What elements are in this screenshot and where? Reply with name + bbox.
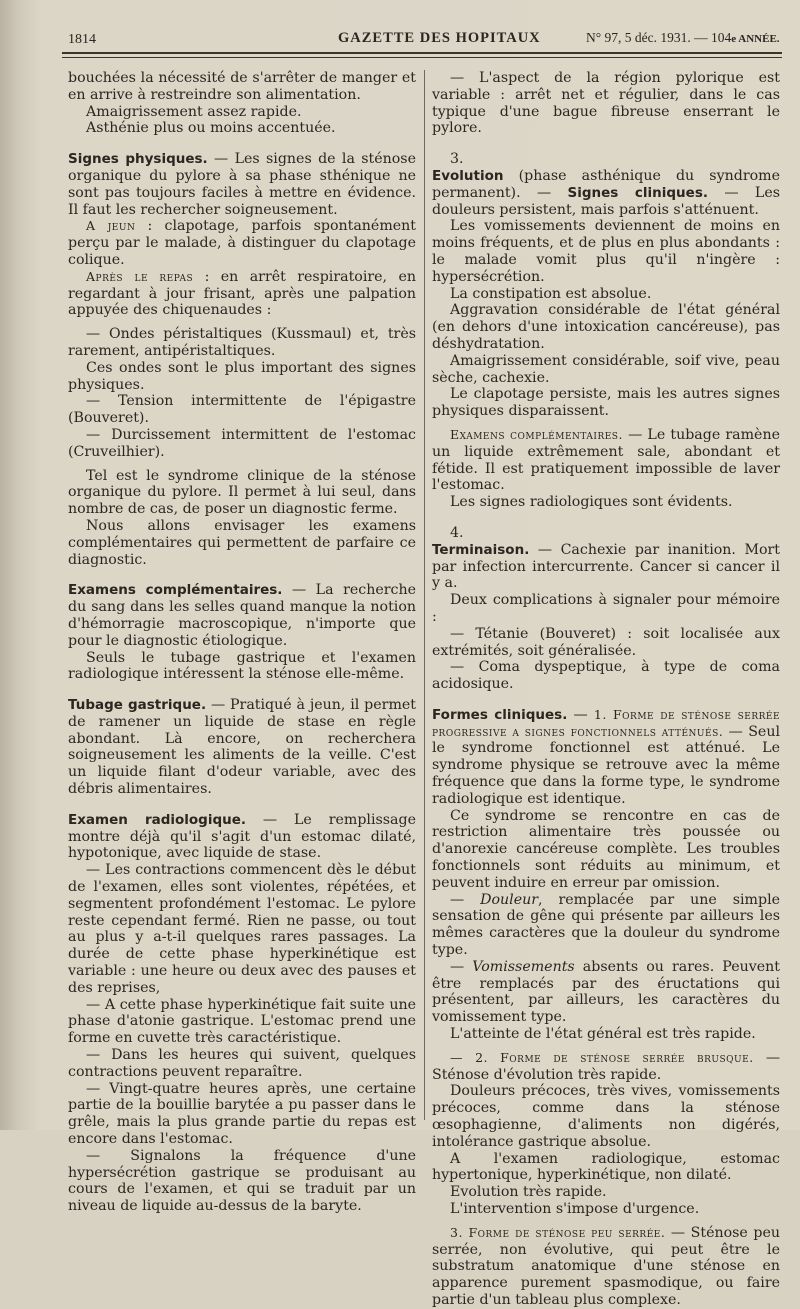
paragraph-text: — Le tubage ramène un liquide extrêmement sale, abondant et fétide. Il est pratiquement impossible de laver l'estomac.: [432, 426, 780, 494]
paragraph: Seuls le tubage gastrique et l'examen radiologique intéressent la sténose elle-même.: [68, 649, 416, 683]
paragraph: L'intervention s'impose d'urgence.: [450, 1201, 700, 1217]
paragraph: — Signalons la fréquence d'une hypersécrétion gastrique se produisant au cours de l'examen, et qui se traduit par un niveau de liquide au-dessus de la baryte.: [68, 1147, 416, 1215]
small-caps-label: A jeun: [86, 218, 136, 234]
small-caps-label: Examens complémentaires.: [450, 426, 623, 442]
section-heading: Evolution: [432, 167, 504, 184]
section-number: 3.: [450, 151, 464, 168]
italic-term: Vomissements: [472, 958, 575, 975]
paragraph: L'atteinte de l'état général est très rapide.: [450, 1026, 756, 1043]
paragraph: — Durcissement intermittent de l'estomac (Cruveilhier).: [68, 426, 416, 460]
section-number: 4.: [450, 524, 464, 541]
small-caps-label: — 2. Forme de sténose serrée brusque.: [450, 1049, 754, 1065]
section-terminaison: [432, 525, 780, 542]
issue-year-suffix: e ANNÉE.: [731, 33, 780, 45]
paragraph-text: absents ou rares. Peuvent être remplacés par des éructations qui présentent, par ailleurs, les caractères du vomissement type.: [432, 958, 780, 1026]
paragraph: — Dans les heures qui suivent, quelques contractions peuvent reparaître.: [68, 1047, 416, 1080]
paragraph-text: — Seul le syndrome fonctionnel est atténué. Le syndrome physique se retrouve avec la même fréquence que dans la forme type, le syndrome radiologique est identique.: [432, 723, 780, 807]
section-heading: Signes physiques.: [68, 151, 208, 168]
page-header: [60, 26, 790, 52]
header-rule-thin: [62, 57, 782, 58]
right-column: [432, 70, 780, 1309]
paragraph-text: : en arrêt respiratoire, en regardant à jour frisant, après une palpation appuyée des chiquenaudes :: [68, 268, 416, 319]
paragraph: — Les contractions commencent dès le début de l'examen, elles sont violentes, répétées, et segmentent profondément l'estomac. Le pylore reste cependant fermé. Rien ne passe, ou tout au plus y a-t-il quelques rares passages. La durée de cette phase hyperkinétique est variable : une heure ou deux avec des pauses et des reprises,: [68, 862, 416, 996]
paragraph: Les vomissements deviennent de moins en moins fréquents, et de plus en plus abondants : le malade vomit plus qu'il n'ingère : hypersécrétion.: [432, 218, 780, 285]
paragraph: [432, 1225, 780, 1309]
paragraph: Amaigrissement assez rapide.: [86, 103, 302, 120]
section-heading: Examens complémentaires.: [68, 582, 283, 599]
paragraph: — Ondes péristaltiques (Kussmaul) et, très rarement, antipéristaltiques.: [68, 326, 416, 359]
paragraph: — Tension intermittente de l'épigastre (Bouveret).: [68, 393, 416, 427]
paragraph: [432, 427, 780, 494]
paragraph: [68, 218, 416, 268]
paragraph-text: , remplacée par une simple sensation de gêne qui présente par ailleurs les mêmes caractères que la douleur du syndrome type.: [432, 891, 780, 959]
paragraph: — L'aspect de la région pylorique est variable : arrêt net et régulier, dans le cas typique d'une bague fibreuse enserrant le pylore.: [432, 70, 780, 137]
paragraph-text: (phase asthénique du syndrome permanent). —: [432, 167, 780, 201]
paragraph: Ces ondes sont le plus important des signes physiques.: [68, 359, 416, 393]
paragraph: — Vingt-quatre heures après, une certaine partie de la bouillie barytée a pu passer dans le grêle, mais la plus grande partie du repas est encore dans l'estomac.: [68, 1080, 416, 1148]
paragraph: bouchées la nécessité de s'arrêter de manger et en arrive à restreindre son alimentation.: [68, 70, 416, 103]
paragraph: Evolution très rapide.: [450, 1184, 607, 1201]
journal-title: GAZETTE DES HOPITAUX: [338, 30, 541, 46]
paragraph-text: — Sténose peu serrée, non évolutive, qui peut être le substratum anatomique d'une sténose en apparence purement spasmodique, ou faire partie d'un tableau plus complexe.: [432, 1224, 781, 1308]
header-rule: [62, 52, 782, 54]
paragraph: Douleurs précoces, très vives, vomissements précoces, comme dans la sténose œsophagienne, d'aliments non digérés, intolérance gastrique absolue.: [432, 1083, 780, 1150]
paragraph: — Tétanie (Bouveret) : soit localisée aux extrémités, soit généralisée.: [432, 625, 780, 659]
section-heading: Tubage gastrique.: [68, 697, 207, 714]
page-number: 1814: [68, 32, 96, 47]
paragraph: — A cette phase hyperkinétique fait suite une phase d'atonie gastrique. L'estomac prend une forme en cuvette très caractéristique.: [68, 996, 416, 1047]
paragraph: Deux complications à signaler pour mémoire :: [432, 592, 780, 625]
paragraph: Amaigrissement considérable, soif vive, peau sèche, cachexie.: [432, 352, 780, 386]
paragraph-text: — Sténose d'évolution très rapide.: [432, 1049, 781, 1083]
paragraph: [432, 1050, 780, 1084]
paragraph: Les signes radiologiques sont évidents.: [450, 494, 733, 511]
paragraph-text: : clapotage, parfois spontanément perçu par le malade, à distinguer du clapotage colique.: [68, 218, 417, 268]
paragraph: A l'examen radiologique, estomac hypertonique, hyperkinétique, non dilaté.: [432, 1150, 780, 1184]
column-separator: [424, 70, 425, 1120]
left-column: [68, 70, 416, 1215]
small-caps-label: 1. Forme de sténose serrée progressive a signes fonctionnels atténués.: [432, 706, 781, 739]
paragraph: La constipation est absolue.: [450, 285, 652, 302]
paragraph: Aggravation considérable de l'état général (en dehors d'une intoxication cancéreuse), pas déshydratation.: [432, 302, 780, 352]
section-heading: Terminaison.: [432, 541, 530, 558]
paragraph-text: — Les signes de la sténose organique du pylore à sa phase sthénique ne sont pas toujours faciles à mettre en évidence. Il faut les rechercher soigneusement.: [68, 151, 416, 218]
paragraph: Ce syndrome se rencontre en cas de restriction alimentaire très poussée ou d'anorexie cancéreuse complète. Les troubles fonctionnels sont réduits au minimum, et peuvent induire en erreur par omission.: [432, 807, 780, 891]
section-evolution: [432, 151, 780, 168]
paragraph: — Douleur, remplacée par une simple sensation de gêne qui présente par ailleurs les mêmes caractères que la douleur du syndrome type.: [432, 891, 780, 959]
paragraph: Asthénie plus ou moins accentuée.: [86, 120, 336, 137]
issue-text: N° 97, 5 déc. 1931. — 104: [586, 30, 732, 45]
paragraph-text: —: [567, 706, 594, 723]
issue-info: [586, 30, 780, 46]
small-caps-label: Après le repas: [86, 268, 194, 284]
paragraph: — Vomissements absents ou rares. Peuvent être remplacés par des éructations qui présentent, par ailleurs, les caractères du vomissement type.: [432, 958, 780, 1026]
paragraph-text: — Cachexie par inanition. Mort par infection intercurrente. Cancer si cancer il y a.: [432, 541, 780, 592]
italic-term: Douleur: [480, 891, 539, 908]
paragraph-text: — Le remplissage montre déjà qu'il s'agit d'un estomac dilaté, hypotonique, avec liquide de stase.: [68, 811, 416, 862]
small-caps-label: 3. Forme de sténose peu serrée.: [450, 1224, 666, 1240]
section-heading: Examen radiologique.: [68, 811, 247, 828]
paragraph: Le clapotage persiste, mais les autres signes physiques disparaissent.: [432, 386, 780, 420]
paragraph-text: — Pratiqué à jeun, il permet de ramener un liquide de stase en règle abondant. Là encore, on recherchera soigneusement les aliments de la veille. C'est un liquide filant d'odeur variable, avec des débris alimentaires.: [68, 697, 416, 798]
paragraph-text: — La recherche du sang dans les selles quand manque la notion d'hémorragie macroscopique, n'importe que pour le diagnostic étiologique.: [68, 582, 416, 649]
subsection-heading: Signes cliniques.: [567, 184, 708, 201]
paragraph: Nous allons envisager les examens complémentaires qui permettent de parfaire ce diagnostic.: [68, 517, 416, 568]
section-heading: Formes cliniques.: [432, 706, 568, 723]
paragraph: [68, 269, 416, 319]
paragraph-text: — Les douleurs persistent, mais parfois s'atténuent.: [432, 184, 781, 218]
paragraph: — Coma dyspeptique, à type de coma acidosique.: [432, 659, 780, 693]
paragraph: Tel est le syndrome clinique de la sténose organique du pylore. Il permet à lui seul, dans nombre de cas, de poser un diagnostic ferme.: [68, 467, 416, 518]
